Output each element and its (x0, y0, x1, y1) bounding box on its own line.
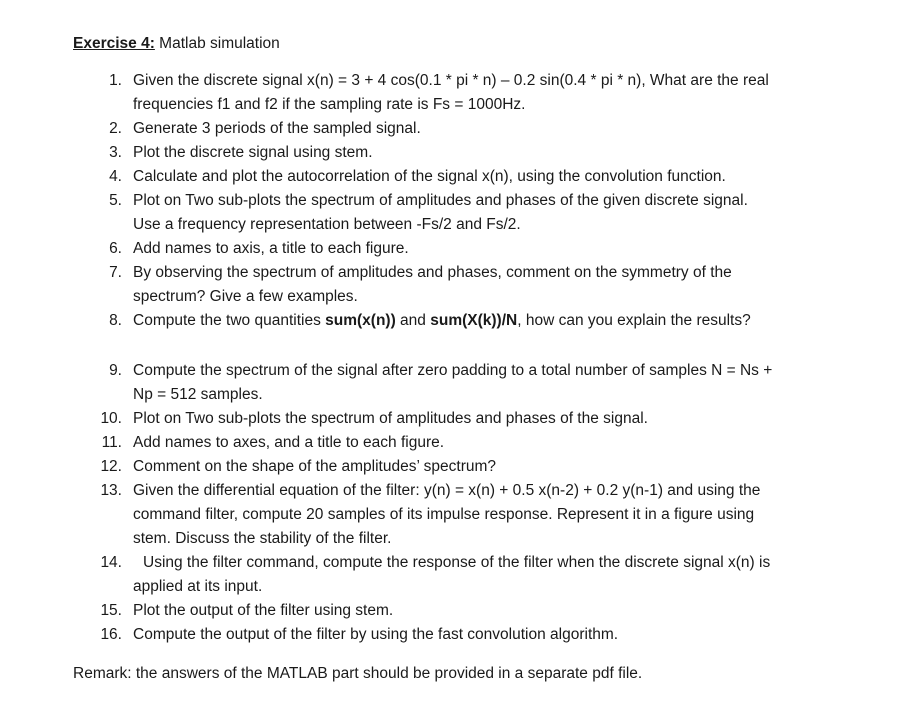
item-number: 14. (100, 554, 122, 571)
exercise-title: Matlab simulation (154, 35, 280, 52)
remark-note: Remark: the answers of the MATLAB part should be provided in a separate pdf file. (73, 665, 643, 682)
item-number: 9. (109, 362, 122, 379)
item-text: Plot the output of the filter using stem. (133, 602, 394, 619)
item-text: Generate 3 periods of the sampled signal. (133, 120, 421, 137)
exercise-label: Exercise 4: (73, 35, 155, 52)
item-text: By observing the spectrum of amplitudes and phases, comment on the symmetry of the spectrum? Give a few examples. (133, 264, 732, 305)
item-number: 8. (109, 312, 122, 329)
item-text: Add names to axes, and a title to each figure. (133, 434, 445, 451)
item-number: 12. (100, 458, 122, 475)
item-number: 15. (100, 602, 122, 619)
item-text: Calculate and plot the autocorrelation of the signal x(n), using the convolution function. (133, 168, 726, 185)
item-text: Given the differential equation of the filter: y(n) = x(n) + 0.5 x(n-2) + 0.2 y(n-1) and using the command filter, compute 20 samples of its impulse response. Represent it in a figure using stem. Discuss the stability of the filter. (133, 482, 761, 547)
item-number: 13. (100, 482, 122, 499)
bold-formula: sum(X(k))/N (430, 312, 518, 329)
item-number: 11. (101, 434, 122, 451)
item-text: Given the discrete signal x(n) = 3 + 4 cos(0.1 * pi * n) – 0.2 sin(0.4 * pi * n), What are the real frequencies f1 and f2 if the sampling rate is Fs = 1000Hz. (133, 72, 769, 113)
item-number: 16. (100, 626, 122, 643)
item-number: 7. (109, 264, 122, 281)
item-text: Plot on Two sub-plots the spectrum of amplitudes and phases of the signal. (133, 410, 648, 427)
item-number: 10. (100, 410, 122, 427)
item-text: Add names to axis, a title to each figure. (133, 240, 409, 257)
item-text: Plot on Two sub-plots the spectrum of amplitudes and phases of the given discrete signal. Use a frequency representation between -Fs/2 and Fs/2. (133, 192, 748, 233)
item-number: 1. (109, 72, 122, 89)
item-text: Compute the two quantities sum(x(n)) and sum(X(k))/N, how can you explain the results? (133, 312, 751, 329)
item-text: Compute the spectrum of the signal after zero padding to a total number of samples N = Ns + Np = 512 samples. (133, 362, 773, 403)
item-number: 2. (109, 120, 122, 137)
item-number: 5. (109, 192, 122, 209)
item-text: Comment on the shape of the amplitudes’ spectrum? (133, 458, 497, 475)
item-text: Plot the discrete signal using stem. (133, 144, 373, 161)
item-number: 6. (109, 240, 122, 257)
bold-formula: sum(x(n)) (325, 312, 396, 329)
item-number: 3. (109, 144, 122, 161)
item-number: 4. (109, 168, 122, 185)
item-text: Compute the output of the filter by using the fast convolution algorithm. (133, 626, 619, 643)
item-text: Using the filter command, compute the response of the filter when the discrete signal x(n) is applied at its input. (133, 554, 771, 595)
